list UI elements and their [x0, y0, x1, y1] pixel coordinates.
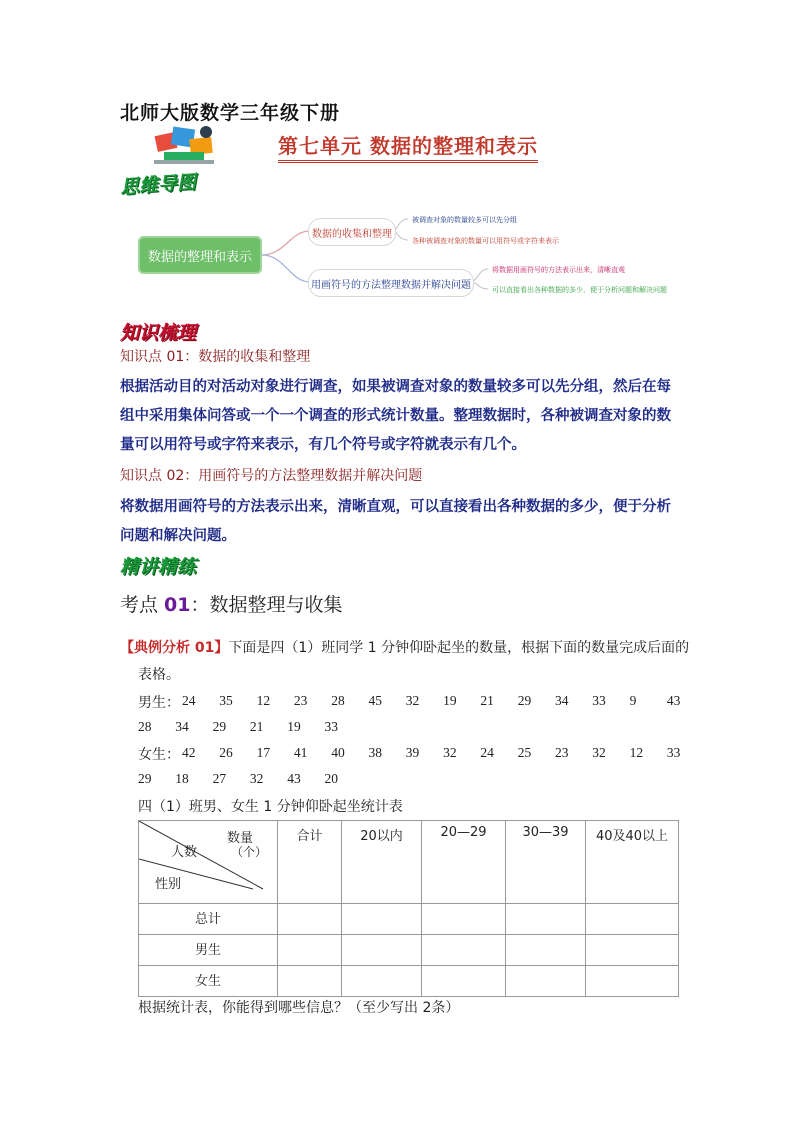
- example-question-line2: 表格。: [138, 667, 180, 683]
- table-cell[interactable]: [278, 966, 342, 997]
- data-value: 40: [331, 745, 345, 760]
- data-value: 32: [405, 693, 420, 708]
- knowledge-point-1-label: 知识点 01：数据的收集和整理: [120, 349, 311, 365]
- data-value: 34: [555, 693, 569, 708]
- data-value: 26: [219, 745, 233, 760]
- table-cell[interactable]: [422, 904, 506, 935]
- table-title: 四（1）班男、女生 1 分钟仰卧起坐统计表: [138, 799, 403, 815]
- corner-people: 人数: [171, 845, 198, 860]
- table-cell[interactable]: [586, 935, 679, 966]
- exam-point-number: 01: [164, 594, 191, 616]
- mindmap-root: 数据的整理和表示: [138, 236, 262, 274]
- data-value: 28: [331, 693, 345, 708]
- table-cell[interactable]: [506, 935, 586, 966]
- exam-point-prefix: 考点: [120, 594, 165, 616]
- mindmap-branch-symbols: [308, 269, 474, 297]
- mindmap-leaf: 各种被调查对象的数量可以用符号或字符来表示: [412, 237, 559, 245]
- data-value: 29: [212, 719, 227, 734]
- row-header-boys: 男生: [139, 935, 278, 966]
- statistics-table: [138, 820, 679, 997]
- data-value: 38: [368, 745, 382, 760]
- data-value: 28: [138, 719, 152, 734]
- data-value: 43: [287, 771, 301, 786]
- data-value: 33: [324, 719, 338, 734]
- data-value: 32: [592, 745, 606, 760]
- data-value: 12: [256, 693, 271, 708]
- data-value: 42: [182, 745, 196, 760]
- table-cell[interactable]: [342, 904, 422, 935]
- data-value: 19: [443, 693, 457, 708]
- table-cell[interactable]: [342, 966, 422, 997]
- table-cell[interactable]: [422, 966, 506, 997]
- mindmap-leaf: 被调查对象的数量较多可以先分组: [412, 216, 517, 224]
- mindmap-leaf: 将数据用画符号的方法表示出来，清晰直观: [492, 266, 625, 274]
- book-title: 北师大版数学三年级下册: [120, 102, 341, 124]
- data-value: 21: [480, 693, 494, 708]
- mindmap-branch-label: 数据的收集和整理: [312, 228, 392, 240]
- data-value: 32: [443, 745, 457, 760]
- example-question-line1: 下面是四（1）班同学 1 分钟仰卧起坐的数量，根据下面的数量完成后面的: [228, 640, 690, 656]
- data-value: 24: [182, 693, 196, 708]
- row-header-total: 总计: [139, 904, 278, 935]
- data-value: 43: [666, 693, 681, 708]
- knowledge-heading: 知识梳理: [120, 322, 197, 344]
- data-value: 39: [405, 745, 420, 760]
- knowledge-point-1-body: 根据活动目的对活动对象进行调查，如果被调查对象的数量较多可以先分组，然后在每组中采用集体问答或一个一个调查的形式统计数量。整理数据时，各种被调查对象的数量可以用符号或字符来表示，有几个符号或字符就表示有几个。: [120, 379, 671, 453]
- boys-row-2: [138, 719, 638, 737]
- data-value: 23: [555, 745, 569, 760]
- exam-point-title: [120, 590, 343, 617]
- table-cell[interactable]: [586, 966, 679, 997]
- mindmap-heading: 思维导图: [119, 171, 197, 199]
- data-value: 24: [480, 745, 494, 760]
- data-value: 29: [138, 771, 152, 786]
- boys-label: 男生：: [138, 695, 180, 711]
- data-value: 45: [368, 693, 382, 708]
- data-value: 25: [517, 745, 532, 760]
- data-value: 21: [249, 719, 264, 734]
- data-value: 19: [287, 719, 301, 734]
- data-value: 9: [629, 693, 637, 708]
- girls-row-1: [182, 745, 682, 763]
- mindmap-leaf: 可以直接看出各种数据的多少，便于分析问题和解决问题: [492, 286, 667, 294]
- table-cell[interactable]: [506, 904, 586, 935]
- data-value: 29: [517, 693, 532, 708]
- boys-row-1: [182, 693, 682, 711]
- example-tag: 【典例分析 01】: [120, 640, 229, 656]
- knowledge-point-2-body: 将数据用画符号的方法表示出来，清晰直观，可以直接看出各种数据的多少，便于分析问题和解决问题。: [120, 499, 671, 544]
- column-header-20-29: 20—29: [422, 821, 506, 904]
- practice-heading: 精讲精练: [120, 556, 197, 578]
- data-value: 27: [212, 771, 227, 786]
- table-cell[interactable]: [278, 904, 342, 935]
- column-header-under-20: 20以内: [342, 821, 422, 904]
- data-value: 20: [324, 771, 338, 786]
- corner-unit: （个）: [231, 845, 268, 859]
- data-value: 33: [592, 693, 606, 708]
- knowledge-point-2-label: 知识点 02：用画符号的方法整理数据并解决问题: [120, 468, 423, 484]
- data-value: 32: [249, 771, 264, 786]
- mindmap-branch-label: 用画符号的方法整理数据并解决问题: [311, 279, 471, 291]
- girls-label: 女生：: [138, 747, 180, 763]
- table-cell[interactable]: [278, 935, 342, 966]
- data-value: 33: [666, 745, 681, 760]
- column-header-total: 合计: [278, 821, 342, 904]
- column-header-40-plus: 40及40以上: [586, 821, 679, 904]
- exam-point-text: ：数据整理与收集: [190, 594, 343, 616]
- table-cell[interactable]: [342, 935, 422, 966]
- mindmap-branch-collect: [308, 218, 396, 246]
- data-value: 41: [293, 745, 308, 760]
- column-header-30-39: 30—39: [506, 821, 586, 904]
- table-cell[interactable]: [506, 966, 586, 997]
- data-value: 18: [175, 771, 189, 786]
- row-header-girls: 女生: [139, 966, 278, 997]
- table-corner-cell: [139, 821, 278, 904]
- data-value: 23: [293, 693, 308, 708]
- girls-row-2: [138, 771, 638, 789]
- example-question: [120, 637, 689, 657]
- data-value: 35: [219, 693, 233, 708]
- data-value: 17: [256, 745, 271, 760]
- corner-gender: 性别: [155, 877, 182, 892]
- data-value: 34: [175, 719, 189, 734]
- data-value: 12: [629, 745, 644, 760]
- followup-question: 根据统计表，你能得到哪些信息？（至少写出 2条）: [138, 1000, 460, 1016]
- unit-title: 第七单元 数据的整理和表示: [278, 130, 538, 163]
- table-cell[interactable]: [586, 904, 679, 935]
- table-cell[interactable]: [422, 935, 506, 966]
- corner-quantity: 数量: [227, 831, 254, 846]
